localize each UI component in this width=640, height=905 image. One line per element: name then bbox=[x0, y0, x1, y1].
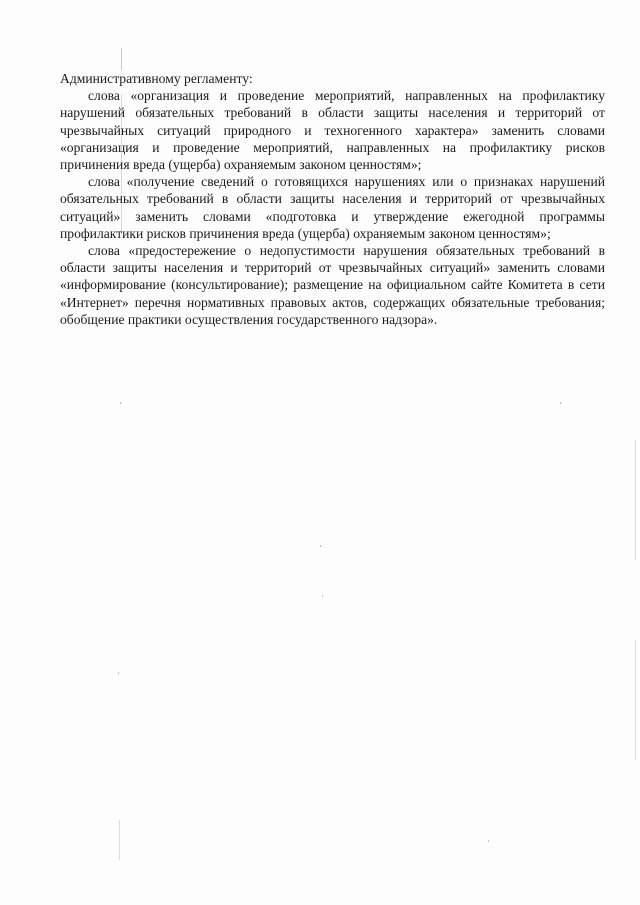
amendment-paragraph-3: слова «предостережение о недопустимости нарушения обязательных требований в области защиты населения и территорий от чрезвычайных ситуаций» заменить словами «информирование (консультирование); размещение на официальном сайте Комитета в сети «Интернет» перечня нормативных правовых актов, содержащих обязательные требования; обобщение практики осуществления государственного надзора». bbox=[60, 243, 605, 327]
scan-artifact-dot bbox=[118, 672, 119, 674]
scan-artifact-line bbox=[635, 640, 636, 760]
scan-artifact-line bbox=[121, 48, 122, 70]
amendment-paragraph-1: слова «организация и проведение мероприятий, направленных на профилактику нарушений обязательных требований в области защиты населения и территорий от чрезвычайных ситуаций природного и техногенного характера» заменить словами «организация и проведение мероприятий, направленных на профилактику рисков причинения вреда (ущерба) охраняемым законом ценностям»; bbox=[60, 88, 605, 173]
scan-artifact-dot bbox=[320, 545, 321, 547]
scan-artifact-dot bbox=[322, 595, 323, 597]
scan-artifact-line bbox=[635, 440, 636, 560]
scan-artifact-dot bbox=[120, 402, 121, 404]
amendment-paragraph-2: слова «получение сведений о готовящихся нарушениях или о признаках нарушений обязательных требований в области защиты населения и территорий от чрезвычайных ситуаций» заменить словами «подготовка и утверждение ежегодной программы профилактики рисков причинения вреда (ущерба) охраняемым законом ценностям»; bbox=[60, 174, 605, 241]
document-body bbox=[60, 70, 605, 328]
scan-artifact-line bbox=[119, 820, 120, 860]
scan-artifact-dot bbox=[560, 402, 561, 404]
scan-artifact-dot bbox=[488, 840, 489, 842]
intro-line: Административному регламенту: bbox=[60, 71, 253, 86]
